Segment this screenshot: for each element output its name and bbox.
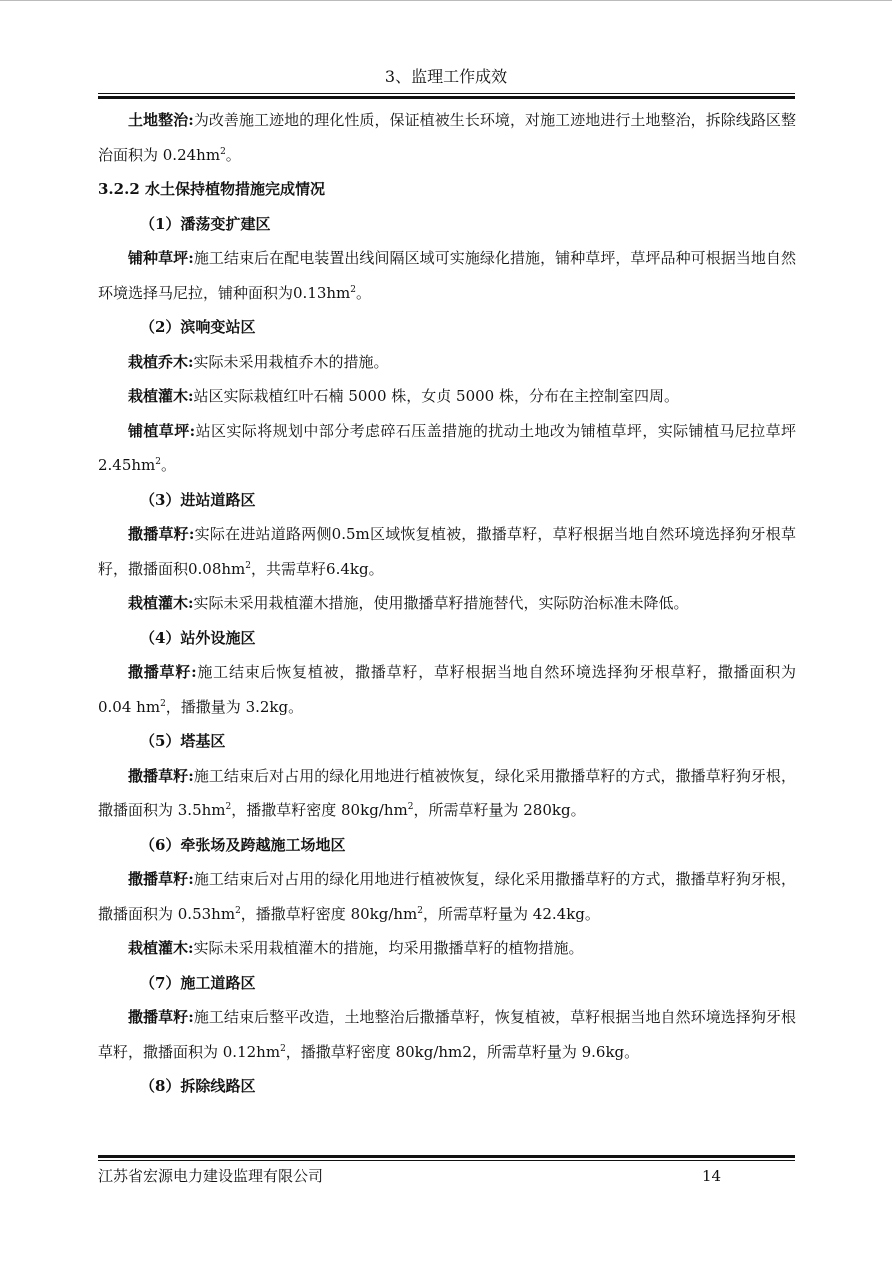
paragraph-lead: 撒播草籽: bbox=[128, 525, 195, 543]
paragraph-seed-sowing-tower bbox=[98, 759, 796, 828]
superscript: 2 bbox=[417, 905, 424, 916]
superscript: 2 bbox=[280, 1043, 286, 1054]
paragraph-text: ，所需草籽量为 42.4kg。 bbox=[423, 904, 600, 923]
superscript: 2 bbox=[245, 560, 252, 571]
paragraph-lead: 铺植草坪: bbox=[128, 421, 196, 440]
document-body bbox=[98, 103, 796, 1104]
paragraph-lead: 栽植灌木: bbox=[128, 594, 194, 612]
page-number: 14 bbox=[702, 1167, 722, 1185]
paragraph-lead: 栽植乔木: bbox=[128, 352, 194, 371]
paragraph-seed-sowing-tension-field bbox=[98, 862, 796, 931]
subsection-heading-7: （7）施工道路区 bbox=[140, 973, 256, 992]
paragraph-lead: 撒播草籽: bbox=[128, 663, 197, 681]
paragraph-text: ，播撒草籽密度 80kg/hm2，所需草籽量为 9.6kg。 bbox=[285, 1042, 640, 1061]
paragraph-shrub-planting bbox=[98, 379, 796, 414]
paragraph-text: 实际未采用栽植乔木的措施。 bbox=[193, 352, 389, 371]
subsection-heading-4: （4）站外设施区 bbox=[140, 628, 256, 647]
paragraph-text: 。 bbox=[161, 456, 177, 474]
paragraph-seed-sowing-construction-road bbox=[98, 1000, 796, 1069]
subsection-heading-5: （5）塔基区 bbox=[140, 732, 226, 750]
paragraph-text: 施工结束后对占用的绿化用地进行植被恢复，绿化采用撒播草籽的方式，撒播草籽狗牙根，撒播面积为 3.5hm bbox=[98, 766, 796, 819]
paragraph-text: 。 bbox=[356, 283, 372, 302]
subsection-heading-6: （6）牵张场及跨越施工场地区 bbox=[140, 835, 346, 854]
paragraph-lead: 撒播草籽: bbox=[128, 870, 194, 888]
paragraph-lead: 铺种草坪: bbox=[128, 249, 194, 267]
superscript: 2 bbox=[225, 802, 232, 812]
paragraph-lead: 栽植灌木: bbox=[128, 387, 194, 405]
paragraph-text: 站区实际将规划中部分考虑碎石压盖措施的扰动土地改为铺植草坪，实际铺植马尼拉草坪 2.45hm bbox=[98, 421, 796, 474]
superscript: 2 bbox=[220, 146, 226, 157]
paragraph-lead: 撒播草籽: bbox=[128, 766, 194, 785]
paragraph-text: 施工结束后在配电装置出线间隔区域可实施绿化措施，铺种草坪，草坪品种可根据当地自然环境选择马尼拉，铺种面积为0.13hm bbox=[98, 249, 796, 302]
paragraph-land-treatment bbox=[98, 103, 796, 172]
header-title: 3、监理工作成效 bbox=[384, 67, 508, 86]
superscript: 2 bbox=[155, 457, 162, 467]
paragraph-text: 实际未采用栽植灌木措施，使用撒播草籽措施替代，实际防治标准未降低。 bbox=[193, 594, 689, 612]
paragraph-lead: 栽植灌木: bbox=[128, 939, 194, 957]
paragraph-shrub-access-road bbox=[98, 586, 796, 621]
paragraph-shrub-tension-field bbox=[98, 931, 796, 966]
superscript: 2 bbox=[235, 905, 241, 916]
header-rule-thick bbox=[98, 96, 795, 99]
footer-rule-thick bbox=[98, 1155, 795, 1158]
paragraph-text: ，播撒草籽密度 80kg/hm bbox=[231, 801, 408, 819]
subsection-heading-1: （1）潘荡变扩建区 bbox=[140, 214, 271, 233]
header-rule-thin bbox=[98, 93, 795, 94]
footer-rule-thin bbox=[98, 1160, 795, 1161]
paragraph-text: 施工结束后对占用的绿化用地进行植被恢复，绿化采用撒播草籽的方式，撒播草籽狗牙根，撒播面积为 0.53hm bbox=[98, 870, 796, 923]
paragraph-text: 实际在进站道路两侧0.5m区域恢复植被，撒播草籽，草籽根据当地自然环境选择狗牙根草籽，撒播面积0.08hm bbox=[98, 525, 796, 578]
paragraph-lead: 土地整治: bbox=[128, 111, 194, 129]
paragraph-lawn-laying bbox=[98, 241, 796, 310]
paragraph-text: 施工结束后恢复植被，撒播草籽，草籽根据当地自然环境选择狗牙根草籽，撒播面积为 0.04 hm bbox=[98, 663, 796, 716]
paragraph-text: ，播撒量为 3.2kg。 bbox=[165, 697, 304, 716]
footer-company-name: 江苏省宏源电力建设监理有限公司 bbox=[98, 1167, 324, 1185]
subsection-heading-2: （2）滨响变站区 bbox=[140, 318, 256, 336]
paragraph-text: 实际未采用栽植灌木的措施，均采用撒播草籽的植物措施。 bbox=[193, 939, 584, 957]
subsection-heading-8: （8）拆除线路区 bbox=[140, 1077, 256, 1095]
section-heading-3-2-2: 3.2.2 水土保持植物措施完成情况 bbox=[98, 180, 325, 198]
paragraph-seed-sowing-access-road bbox=[98, 517, 796, 586]
paragraph-text: ，所需草籽量为 280kg。 bbox=[413, 801, 586, 819]
superscript: 2 bbox=[160, 698, 166, 709]
page-top-border bbox=[0, 0, 892, 1]
paragraph-text: ，播撒草籽密度 80kg/hm bbox=[240, 904, 418, 923]
paragraph-text: 。 bbox=[225, 145, 241, 164]
paragraph-seed-sowing-external bbox=[98, 655, 796, 724]
superscript: 2 bbox=[407, 802, 414, 812]
paragraph-tree-planting bbox=[98, 345, 796, 380]
paragraph-text: 站区实际栽植红叶石楠 5000 株，女贞 5000 株，分布在主控制室四周。 bbox=[193, 387, 679, 405]
paragraph-text: 为改善施工迹地的理化性质，保证植被生长环境，对施工迹地进行土地整治，拆除线路区整治面积为 0.24hm bbox=[98, 111, 796, 164]
superscript: 2 bbox=[350, 284, 357, 295]
subsection-heading-3: （3）进站道路区 bbox=[140, 490, 256, 509]
paragraph-text: ，共需草籽6.4kg。 bbox=[251, 559, 384, 578]
paragraph-text: 施工结束后整平改造，土地整治后撒播草籽，恢复植被，草籽根据当地自然环境选择狗牙根草籽，撒播面积为 0.12hm bbox=[98, 1008, 796, 1061]
paragraph-lawn-planting bbox=[98, 414, 796, 483]
paragraph-lead: 撒播草籽: bbox=[128, 1008, 194, 1026]
